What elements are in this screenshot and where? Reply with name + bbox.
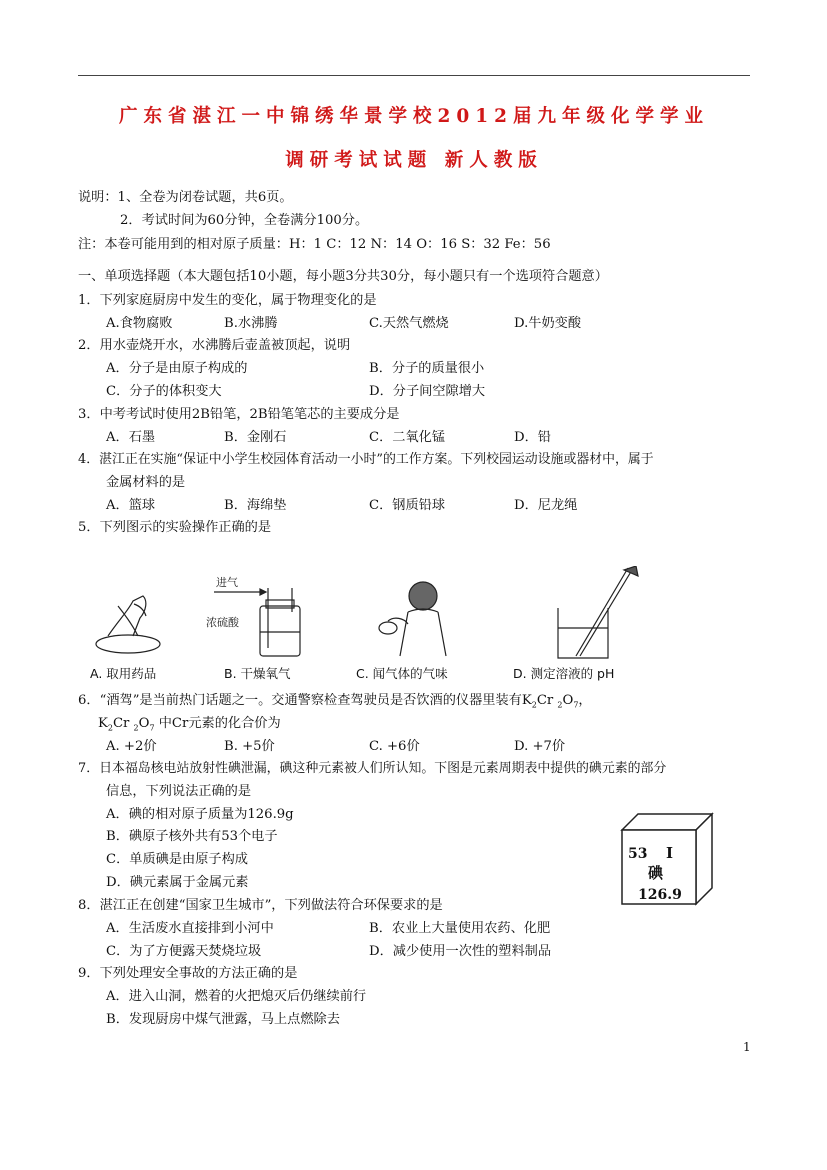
q6-option-c: C. +6价: [369, 739, 420, 754]
q8-option-c: C．为了方便露天焚烧垃圾: [106, 944, 262, 959]
q6-stem: [78, 692, 592, 715]
q4-stem: 4．湛江正在实施“保证中小学生校园体育活动一小时”的工作方案。下列校园运动设施或器材中，属于: [78, 452, 654, 467]
fig-gas-in-label: 进气: [216, 576, 238, 589]
q6-stem-pre: 6．“酒驾”是当前热门话题之一。交通警察检查驾驶员是否饮酒的仪器里装有: [78, 693, 522, 708]
q8-option-a: A．生活废水直接排到小河中: [106, 921, 274, 936]
q3-option-c: C．二氧化锰: [369, 430, 446, 445]
q4-stem-cont: 金属材料的是: [106, 475, 186, 490]
section-heading: 一、单项选择题（本大题包括10小题，每小题3分共30分，每小题只有一个选项符合题意）: [78, 269, 608, 284]
doc-title-line2: 调研考试试题 新人教版: [285, 150, 543, 171]
iodine-element-cube: [612, 808, 722, 908]
q1-option-d: D.牛奶变酸: [514, 316, 582, 331]
q7-stem: 7．日本福岛核电站放射性碘泄漏，碘这种元素被人们所认知。下图是元素周期表中提供的碘元素的部分: [78, 761, 667, 776]
fig-b-gas-bottle: [206, 575, 300, 656]
q7-option-d: D．碘元素属于金属元素: [106, 875, 249, 890]
element-mass: 126.9: [638, 887, 682, 903]
fig-c-child: [379, 582, 446, 656]
q1-option-a: A.食物腐败: [106, 316, 173, 331]
q2-option-d: D．分子间空隙增大: [369, 384, 486, 399]
q7-stem-cont: 信息，下列说法正确的是: [106, 784, 252, 799]
q1-option-b: B.水沸腾: [224, 316, 278, 331]
q6-option-b: B. +5价: [224, 739, 275, 754]
page-number: 1: [743, 1040, 751, 1054]
q3-option-a: A．石墨: [106, 430, 156, 445]
element-name: 碘: [648, 864, 664, 882]
q5-option-d: D. 测定溶液的 pH: [513, 666, 615, 681]
q2-option-b: B．分子的质量很小: [369, 361, 485, 376]
element-symbol: I: [666, 844, 674, 862]
q6-stem2-end: 中Cr元素的化合价为: [158, 716, 281, 731]
q8-option-b: B．农业上大量使用农药、化肥: [369, 921, 551, 936]
q2-stem: 2．用水壶烧开水，水沸腾后壶盖被顶起，说明: [78, 338, 351, 353]
q3-option-d: D．铅: [514, 430, 551, 445]
doc-title-line1: 广东省湛江一中锦绣华景学校2012届九年级化学学业: [119, 106, 709, 127]
q4-option-b: B．海绵垫: [224, 498, 287, 513]
note-3: 注：本卷可能用到的相对原子质量：H：1 C：12 N：14 O：16 S：32 Fe：56: [78, 237, 551, 252]
q8-option-d: D．减少使用一次性的塑料制品: [369, 944, 552, 959]
q6-stem-cont: [98, 715, 281, 738]
note-2: 2．考试时间为60分钟，全卷满分100分。: [120, 213, 369, 228]
q6-option-a: A. +2价: [106, 739, 157, 754]
q1-option-c: C.天然气燃烧: [369, 316, 449, 331]
q1-stem: 1．下列家庭厨房中发生的变化，属于物理变化的是: [78, 293, 377, 308]
header-rule: [78, 75, 750, 76]
q5-option-a: A. 取用药品: [90, 666, 157, 681]
q6-formula: $K_2Cr$ $_2O_7$: [521, 693, 579, 710]
q5-figure: [88, 566, 648, 662]
q9-option-a: A．进入山洞，燃着的火把熄灭后仍继续前行: [106, 989, 367, 1004]
fig-d-beaker: [558, 566, 638, 658]
q6-option-d: D. +7价: [514, 739, 566, 754]
q6-stem-end: ，: [578, 693, 592, 708]
note-1: 说明：1、全卷为闭卷试题，共6页。: [78, 190, 293, 205]
q3-option-b: B．金刚石: [224, 430, 287, 445]
element-number: 53: [628, 846, 648, 862]
fig-a-hand-dish: [96, 596, 160, 653]
q5-stem: 5．下列图示的实验操作正确的是: [78, 520, 272, 535]
q4-option-c: C．钢质铅球: [369, 498, 446, 513]
fig-acid-label: 浓硫酸: [206, 616, 239, 629]
q9-option-b: B．发现厨房中煤气泄露，马上点燃除去: [106, 1012, 340, 1027]
q8-stem: 8．湛江正在创建“国家卫生城市”，下列做法符合环保要求的是: [78, 898, 443, 913]
q2-option-c: C．分子的体积变大: [106, 384, 222, 399]
q5-option-c: C. 闻气体的气味: [356, 666, 448, 681]
q3-stem: 3．中考考试时使用2B铅笔，2B铅笔笔芯的主要成分是: [78, 407, 400, 422]
q7-option-b: B．碘原子核外共有53个电子: [106, 829, 278, 844]
q5-option-b: B. 干燥氧气: [224, 666, 291, 681]
q9-stem: 9．下列处理安全事故的方法正确的是: [78, 966, 298, 981]
q4-option-d: D．尼龙绳: [514, 498, 578, 513]
q6-formula-2: $K_2Cr$ $_2O_7$: [98, 716, 155, 733]
q7-option-a: A．碘的相对原子质量为126.9g: [106, 807, 294, 822]
q7-option-c: C．单质碘是由原子构成: [106, 852, 248, 867]
q4-option-a: A．篮球: [106, 498, 156, 513]
q2-option-a: A．分子是由原子构成的: [106, 361, 248, 376]
